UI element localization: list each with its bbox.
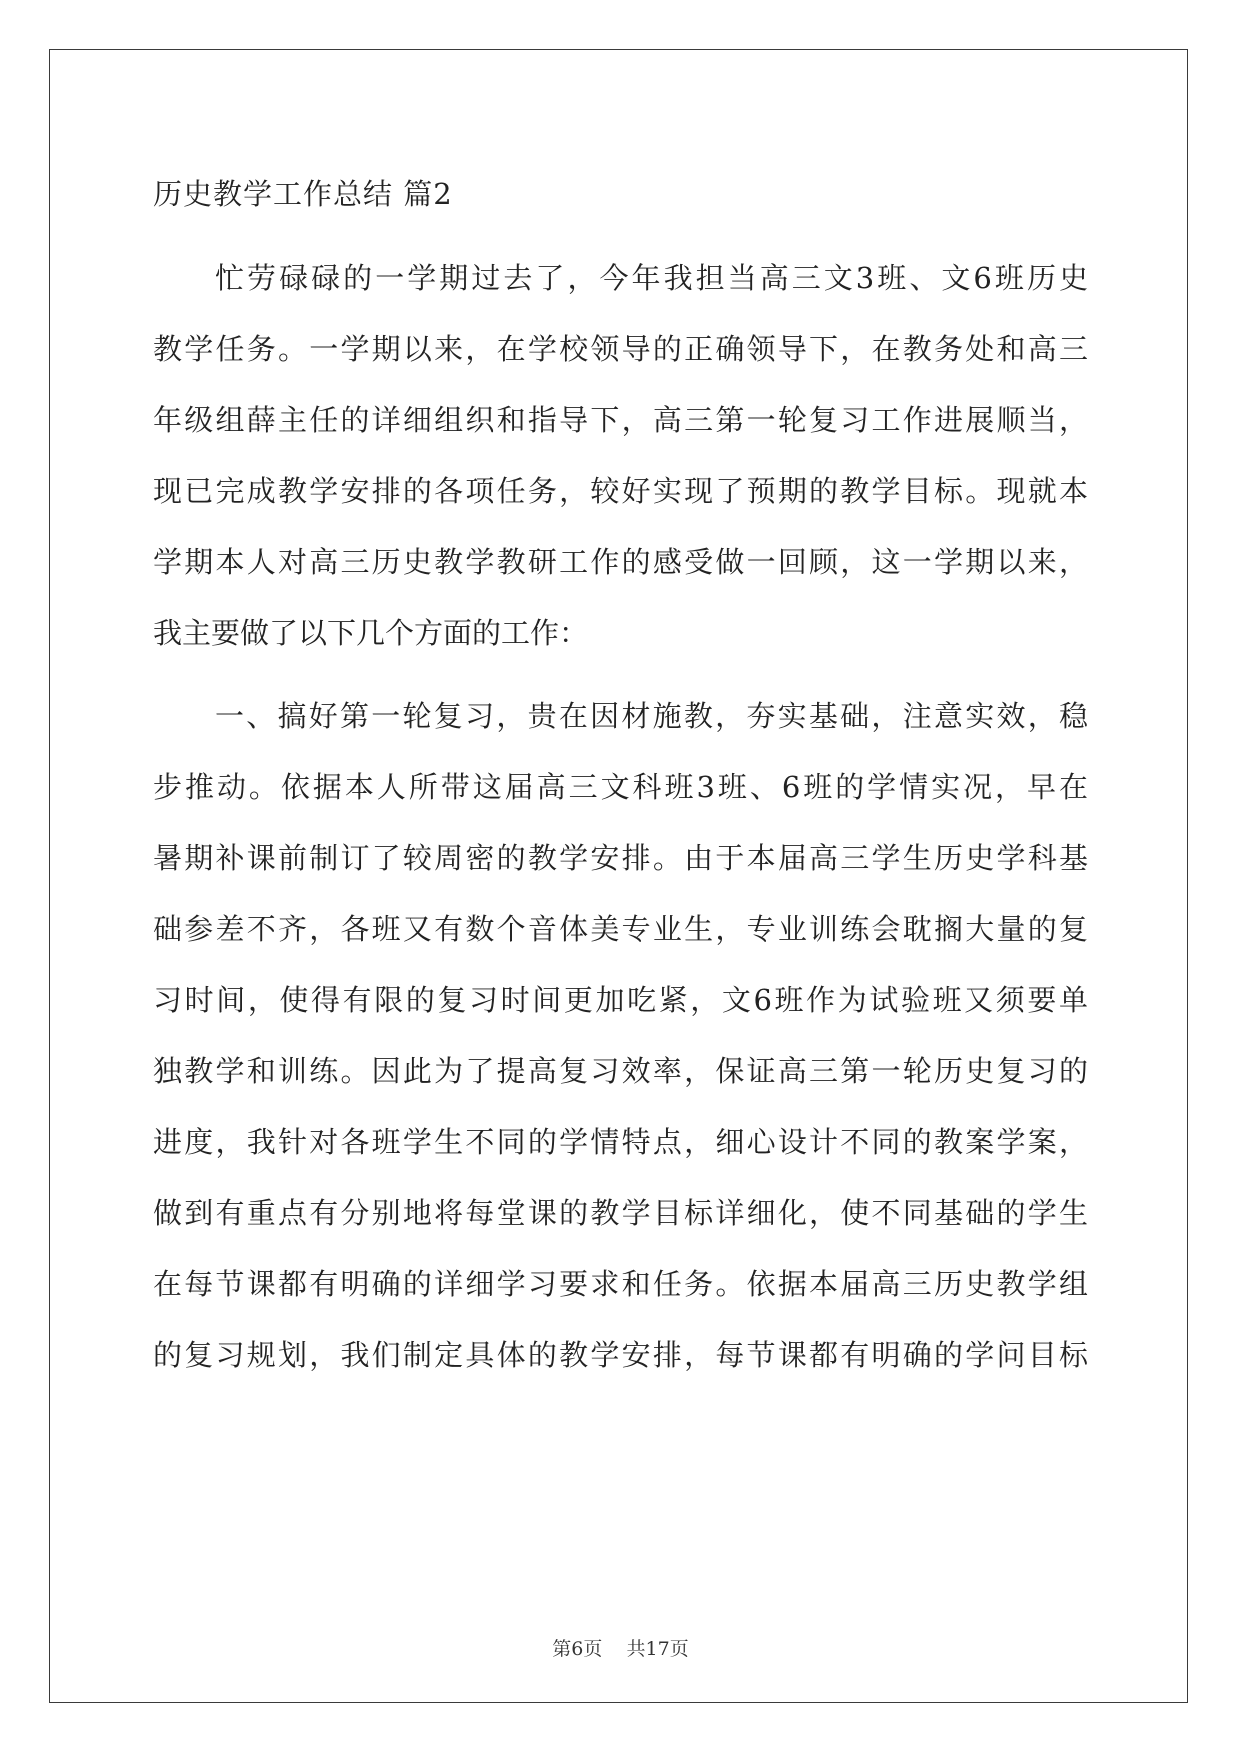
page-number-footer: 第6页 共17页 [552, 1638, 689, 1660]
text-line: 一、搞好第一轮复习，贵在因材施教，夯实基础，注意实效，稳 [215, 699, 1088, 733]
text-line: 学期本人对高三历史教学教研工作的感受做一回顾，这一学期以来， [153, 545, 1088, 579]
text-line: 暑期补课前制订了较周密的教学安排。由于本届高三学生历史学科基 [153, 841, 1088, 875]
document-body [153, 165, 1088, 1403]
text-line: 独教学和训练。因此为了提高复习效率，保证高三第一轮历史复习的 [153, 1054, 1088, 1088]
text-line: 习时间，使得有限的复习时间更加吃紧，文6班作为试验班又须要单 [153, 983, 1088, 1017]
text-line: 忙劳碌碌的一学期过去了，今年我担当高三文3班、文6班历史 [215, 261, 1088, 295]
text-line: 础参差不齐，各班又有数个音体美专业生，专业训练会耽搁大量的复 [153, 912, 1088, 946]
document-title: 历史教学工作总结 篇2 [153, 177, 453, 211]
text-line: 我主要做了以下几个方面的工作： [153, 616, 589, 650]
text-line: 年级组薛主任的详细组织和指导下，高三第一轮复习工作进展顺当， [153, 403, 1088, 437]
paragraph-intro [153, 243, 1088, 669]
text-line: 在每节课都有明确的详细学习要求和任务。依据本届高三历史教学组 [153, 1267, 1088, 1301]
text-line: 做到有重点有分别地将每堂课的教学目标详细化，使不同基础的学生 [153, 1196, 1088, 1230]
text-line: 步推动。依据本人所带这届高三文科班3班、6班的学情实况，早在 [153, 770, 1088, 804]
text-line: 现已完成教学安排的各项任务，较好实现了预期的教学目标。现就本 [153, 474, 1088, 508]
text-line: 进度，我针对各班学生不同的学情特点，细心设计不同的教案学案， [153, 1125, 1088, 1159]
paragraph-section-one [153, 681, 1088, 1391]
text-line: 的复习规划，我们制定具体的教学安排，每节课都有明确的学问目标 [153, 1338, 1088, 1372]
text-line: 教学任务。一学期以来，在学校领导的正确领导下，在教务处和高三 [153, 332, 1088, 366]
